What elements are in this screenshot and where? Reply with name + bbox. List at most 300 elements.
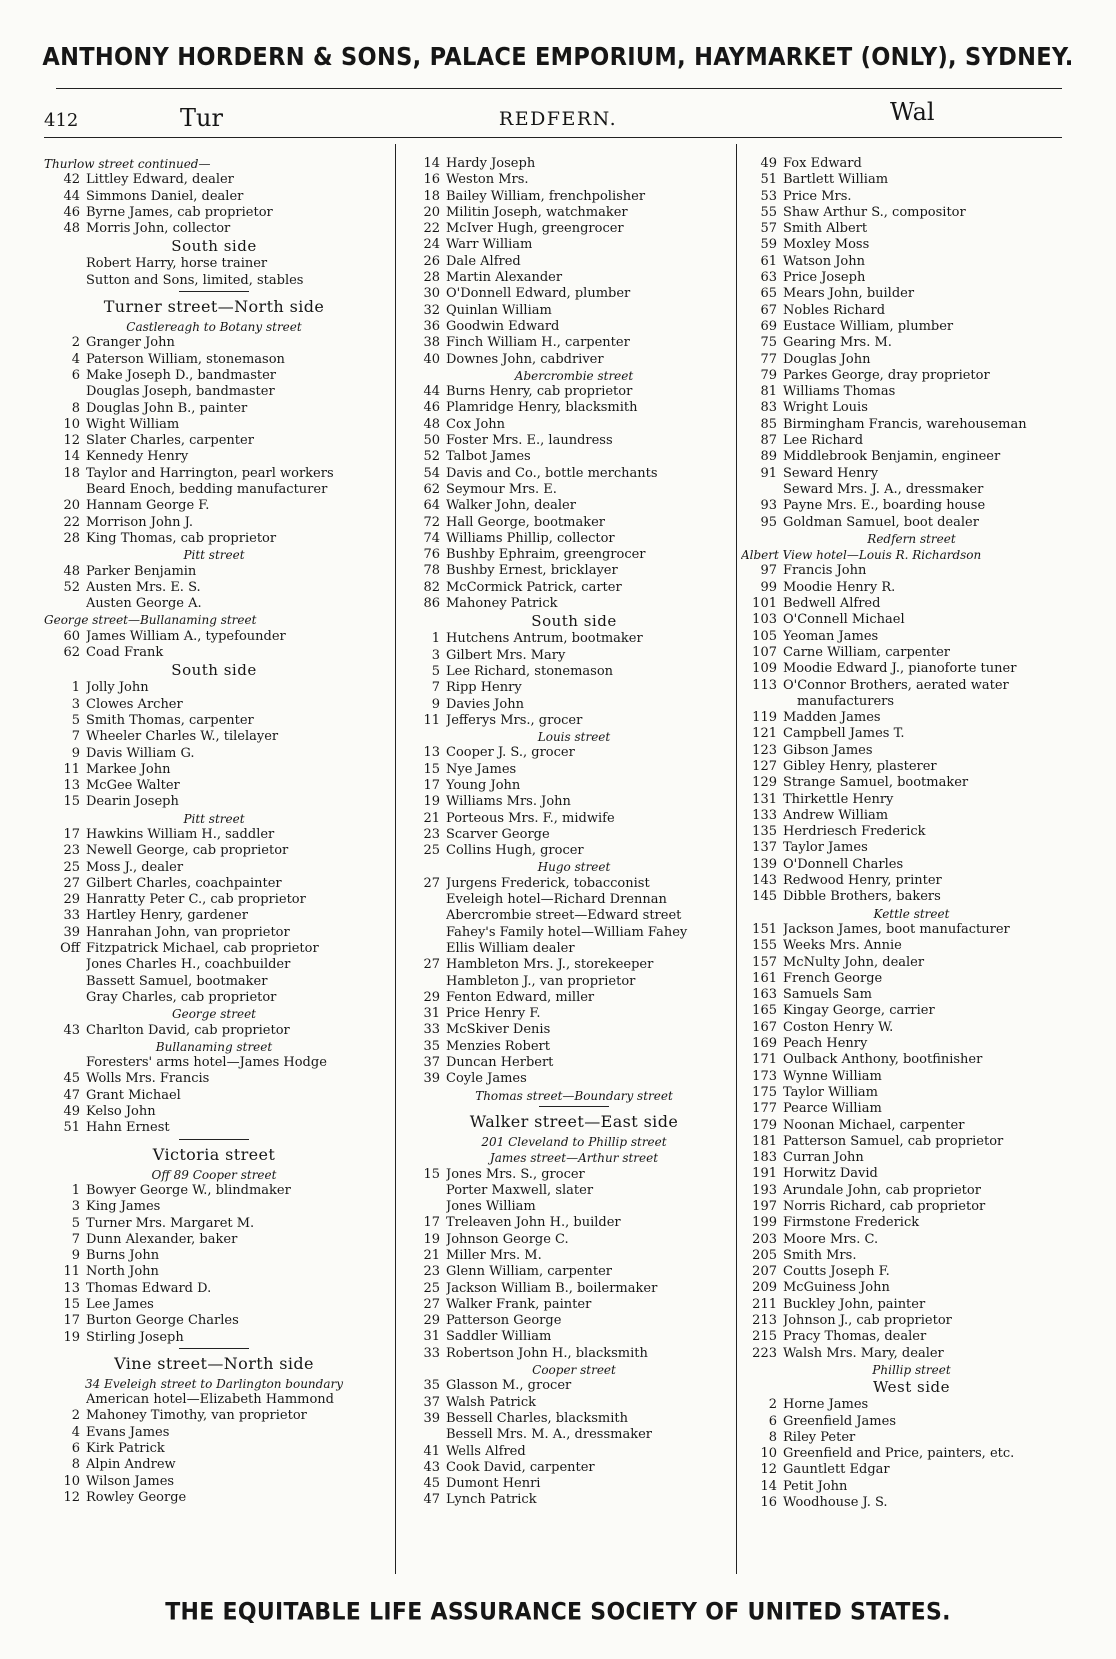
resident-name: Price Mrs. <box>783 188 852 204</box>
house-number: 76 <box>423 547 440 563</box>
cross-street-note: Abercrombie street <box>514 368 634 383</box>
directory-entry <box>741 1346 1082 1362</box>
directory-entry <box>404 1248 744 1264</box>
resident-name: Moxley Moss <box>783 237 870 253</box>
directory-entry <box>404 843 744 859</box>
directory-entry <box>44 680 384 696</box>
directory-entry <box>741 629 1082 645</box>
directory-entry <box>404 319 744 335</box>
house-number <box>404 1427 446 1443</box>
resident-name: Shaw Arthur S., compositor <box>783 204 966 220</box>
house-number: 3 <box>431 647 440 663</box>
house-number: 93 <box>760 498 777 514</box>
resident-name: Young John <box>446 777 521 793</box>
directory-entry <box>741 172 1082 188</box>
resident-name: Bushby Ephraim, greengrocer <box>446 547 646 563</box>
resident-name: Moodie Edward J., pianoforte tuner <box>783 661 1017 677</box>
resident-name: Morris John, collector <box>86 221 231 237</box>
resident-name: Jurgens Frederick, tobacconist <box>446 875 650 891</box>
house-number: 91 <box>760 465 777 481</box>
house-number: 52 <box>423 449 440 465</box>
house-number: 127 <box>752 758 777 774</box>
cross-street-note: Kettle street <box>873 906 950 921</box>
directory-entry <box>404 352 744 368</box>
house-number: 29 <box>423 989 440 1005</box>
directory-entry <box>404 1006 744 1022</box>
resident-name: Nye James <box>446 761 517 777</box>
directory-entry <box>741 221 1082 237</box>
resident-name: Weston Mrs. <box>446 172 529 188</box>
house-number: 17 <box>423 1215 440 1231</box>
house-number: 9 <box>431 696 440 712</box>
directory-entry <box>44 645 384 661</box>
resident-name: Evans James <box>86 1424 170 1440</box>
resident-name: Kingay George, carrier <box>783 1003 935 1019</box>
house-number: 7 <box>71 729 80 745</box>
directory-entry <box>741 678 1082 694</box>
house-number: 5 <box>71 712 80 728</box>
directory-entry <box>404 254 744 270</box>
directory-entry <box>404 680 744 696</box>
directory-entry <box>44 221 384 237</box>
directory-entry <box>741 498 1082 514</box>
resident-name: Make Joseph D., bandmaster <box>86 367 276 383</box>
cross-street-note: George street—Bullanaming street <box>44 613 257 628</box>
house-number: 169 <box>752 1036 777 1052</box>
house-number: 155 <box>752 938 777 954</box>
directory-entry <box>404 892 744 908</box>
house-number: 82 <box>423 579 440 595</box>
resident-name: McGuiness John <box>783 1280 890 1296</box>
house-number: 67 <box>760 302 777 318</box>
house-number: 14 <box>63 449 80 465</box>
house-number: 1 <box>431 631 440 647</box>
house-number: 4 <box>71 1424 80 1440</box>
directory-entry <box>44 1120 384 1136</box>
house-number <box>404 1199 446 1215</box>
directory-entry <box>741 1329 1082 1345</box>
resident-name: Davis William G. <box>86 745 195 761</box>
house-number: Off <box>60 941 80 957</box>
resident-name: Redwood Henry, printer <box>783 873 942 889</box>
directory-entry <box>404 1346 744 1362</box>
resident-name: French George <box>783 970 883 986</box>
directory-entry <box>741 808 1082 824</box>
house-number: 177 <box>752 1101 777 1117</box>
directory-entry <box>741 515 1082 531</box>
directory-entry <box>741 335 1082 351</box>
resident-name: Smith Thomas, carpenter <box>86 712 254 728</box>
directory-entry <box>741 205 1082 221</box>
resident-name: Gilbert Mrs. Mary <box>446 647 566 663</box>
house-number: 43 <box>63 1022 80 1038</box>
cross-street-note: Off 89 Cooper street <box>151 1167 277 1182</box>
resident-name: Greenfield James <box>783 1413 896 1429</box>
directory-entry <box>404 990 744 1006</box>
resident-name: Mahoney Patrick <box>446 596 558 612</box>
house-number: 26 <box>423 253 440 269</box>
house-number: 48 <box>63 563 80 579</box>
resident-name: Jackson William B., boilermaker <box>446 1280 658 1296</box>
resident-name: Wright Louis <box>783 400 868 416</box>
house-number: 17 <box>63 1313 80 1329</box>
directory-entry <box>44 990 384 1006</box>
house-number: 72 <box>423 514 440 530</box>
house-number: 77 <box>760 351 777 367</box>
directory-entry <box>404 433 744 449</box>
resident-name: Mears John, builder <box>783 286 915 302</box>
directory-entry <box>404 697 744 713</box>
resident-name: Hambleton J., van proprietor <box>446 973 636 989</box>
directory-column-3 <box>741 156 1082 1568</box>
house-number: 39 <box>423 1410 440 1426</box>
resident-name: Moss J., dealer <box>86 859 184 875</box>
house-number: 15 <box>423 1166 440 1182</box>
house-number: 99 <box>760 579 777 595</box>
cross-street-note: James street—Arthur street <box>489 1151 659 1166</box>
directory-entry <box>741 987 1082 1003</box>
house-number: 60 <box>63 628 80 644</box>
house-number: 107 <box>752 644 777 660</box>
house-number: 13 <box>423 745 440 761</box>
resident-name: Fahey's Family hotel—William Fahey <box>446 924 688 940</box>
resident-name: Slater Charles, carpenter <box>86 433 254 449</box>
resident-name: Granger John <box>86 335 175 351</box>
resident-name: Samuels Sam <box>783 987 872 1003</box>
directory-entry <box>44 1392 384 1408</box>
house-number: 163 <box>752 987 777 1003</box>
resident-name: Kirk Patrick <box>86 1441 165 1457</box>
directory-entry <box>44 1441 384 1457</box>
directory-entry <box>741 596 1082 612</box>
directory-entry <box>404 1476 744 1492</box>
resident-name: Wells Alfred <box>446 1443 526 1459</box>
resident-name: Porteous Mrs. F., midwife <box>446 810 615 826</box>
resident-name: Parker Benjamin <box>86 563 197 579</box>
directory-entry <box>44 1408 384 1424</box>
resident-name: Norris Richard, cab proprietor <box>783 1199 986 1214</box>
house-number: 18 <box>423 188 440 204</box>
resident-name: Clowes Archer <box>86 696 183 712</box>
resident-name: Rowley George <box>86 1489 187 1505</box>
resident-name: Collins Hugh, grocer <box>446 843 584 859</box>
directory-entry <box>404 794 744 810</box>
directory-entry <box>44 1281 384 1297</box>
resident-name: Oulback Anthony, bootfinisher <box>783 1052 983 1068</box>
resident-name: Foster Mrs. E., laundress <box>446 433 613 449</box>
house-number: 14 <box>760 1478 777 1494</box>
house-number: 85 <box>760 416 777 432</box>
house-number: 20 <box>63 498 80 514</box>
directory-entry <box>404 745 744 761</box>
resident-name: Byrne James, cab proprietor <box>86 204 273 220</box>
resident-name: Newell George, cab proprietor <box>86 843 289 859</box>
house-number: 17 <box>423 777 440 793</box>
directory-entry <box>404 1411 744 1427</box>
resident-name: Coad Frank <box>86 645 164 661</box>
house-number: 105 <box>752 628 777 644</box>
house-number: 2 <box>71 1408 80 1424</box>
directory-entry <box>404 1444 744 1460</box>
cross-street-note: Albert View hotel—Louis R. Richardson <box>741 548 982 563</box>
resident-name: Eveleigh hotel—Richard Drennan <box>446 892 667 908</box>
resident-name: Jones William <box>446 1199 536 1215</box>
house-number: 109 <box>752 661 777 677</box>
side-heading: South side <box>171 661 257 680</box>
house-number <box>741 694 783 710</box>
directory-entry <box>44 843 384 859</box>
resident-name: Treleaven John H., builder <box>446 1215 621 1231</box>
resident-name: Warr William <box>446 237 533 253</box>
house-number: 14 <box>423 156 440 171</box>
cross-street-note: 201 Cleveland to Phillip street <box>481 1134 667 1149</box>
house-number: 171 <box>752 1052 777 1068</box>
directory-entry <box>741 449 1082 465</box>
directory-entry <box>404 1232 744 1248</box>
resident-name: Hahn Ernest <box>86 1120 170 1136</box>
house-number: 5 <box>71 1215 80 1231</box>
house-number: 31 <box>423 1006 440 1022</box>
house-number: 103 <box>752 612 777 628</box>
directory-entry <box>44 1330 384 1346</box>
resident-name: King Thomas, cab proprietor <box>86 530 277 546</box>
resident-name: Alpin Andrew <box>86 1457 176 1473</box>
side-heading: West side <box>872 1378 951 1397</box>
resident-name: Hardy Joseph <box>446 156 536 171</box>
house-number: 11 <box>423 712 440 728</box>
resident-name: James William A., typefounder <box>86 628 286 644</box>
house-number: 1 <box>71 680 80 696</box>
directory-entry <box>741 1495 1082 1511</box>
house-number: 123 <box>752 742 777 758</box>
cross-street-note: George street <box>172 1007 256 1022</box>
house-number: 145 <box>752 889 777 905</box>
directory-entry <box>404 498 744 514</box>
column-divider <box>395 144 396 1574</box>
directory-entry <box>741 1264 1082 1280</box>
cross-street-note: Castlereagh to Botany street <box>126 320 302 335</box>
directory-entry <box>44 1425 384 1441</box>
cross-street-note: 34 Eveleigh street to Darlington boundary <box>84 1376 344 1391</box>
directory-entry <box>741 1397 1082 1413</box>
house-number: 25 <box>423 843 440 859</box>
directory-entry <box>741 792 1082 808</box>
resident-name: Lynch Patrick <box>446 1492 537 1508</box>
resident-name: Walker John, dealer <box>446 498 576 514</box>
directory-entry <box>741 1150 1082 1166</box>
house-number: 207 <box>752 1264 777 1280</box>
top-advertisement-banner: ANTHONY HORDERN & SONS, PALACE EMPORIUM, HAYMARKET (ONLY), SYDNEY. <box>42 42 1074 72</box>
house-number: 15 <box>63 1297 80 1312</box>
house-number: 12 <box>760 1462 777 1478</box>
resident-name: McGee Walter <box>86 778 180 794</box>
resident-name: Jackson James, boot manufacturer <box>783 921 1010 937</box>
house-number: 9 <box>71 1248 80 1264</box>
directory-entry <box>741 743 1082 759</box>
directory-entry <box>404 1297 744 1313</box>
directory-entry <box>44 925 384 941</box>
directory-entry <box>44 498 384 514</box>
resident-name: Fenton Edward, miller <box>446 989 595 1005</box>
house-number: 29 <box>63 892 80 908</box>
directory-entry <box>741 482 1082 498</box>
house-number: 183 <box>752 1150 777 1166</box>
directory-entry <box>404 205 744 221</box>
resident-name: Wight William <box>86 416 180 432</box>
directory-entry <box>404 1039 744 1055</box>
directory-entry <box>741 726 1082 742</box>
house-number: 29 <box>423 1313 440 1329</box>
directory-entry <box>404 417 744 433</box>
resident-name: Campbell James T. <box>783 726 905 742</box>
resident-name: Williams Mrs. John <box>446 794 571 810</box>
resident-name: Davies John <box>446 696 524 712</box>
directory-entry <box>44 531 384 547</box>
directory-entry <box>404 1492 744 1508</box>
house-number: 49 <box>760 156 777 171</box>
directory-entry <box>44 1297 384 1313</box>
resident-name: Watson John <box>783 253 865 269</box>
resident-name: Douglas Joseph, bandmaster <box>86 384 275 400</box>
house-number: 215 <box>752 1329 777 1345</box>
resident-name: Francis John <box>783 563 867 579</box>
house-number <box>44 273 86 289</box>
house-number: 23 <box>423 1264 440 1280</box>
resident-name: Fox Edward <box>783 156 862 171</box>
directory-entry <box>404 449 744 465</box>
house-number: 7 <box>431 680 440 696</box>
house-number: 52 <box>63 579 80 595</box>
house-number: 59 <box>760 237 777 253</box>
house-number: 46 <box>423 400 440 416</box>
house-number: 43 <box>423 1459 440 1475</box>
directory-entry <box>44 449 384 465</box>
cross-street-note: Louis street <box>537 730 611 745</box>
directory-entry <box>741 254 1082 270</box>
house-number: 19 <box>423 1231 440 1247</box>
directory-entry <box>404 286 744 302</box>
directory-entry <box>44 564 384 580</box>
directory-entry <box>44 172 384 188</box>
resident-name: Littley Edward, dealer <box>86 172 234 188</box>
directory-entry <box>404 957 744 973</box>
directory-entry <box>404 531 744 547</box>
cross-street-note: Bullanaming street <box>155 1039 273 1054</box>
house-number <box>44 957 86 973</box>
house-number: 211 <box>752 1296 777 1312</box>
house-number: 113 <box>752 677 777 693</box>
directory-entry <box>404 811 744 827</box>
directory-entry <box>741 286 1082 302</box>
resident-name: Gearing Mrs. M. <box>783 335 892 351</box>
directory-entry <box>741 384 1082 400</box>
directory-entry <box>44 1216 384 1232</box>
directory-entry <box>44 1248 384 1264</box>
resident-name: Finch William H., carpenter <box>446 335 630 351</box>
resident-name: Walsh Mrs. Mary, dealer <box>783 1345 944 1361</box>
house-number: 39 <box>63 924 80 940</box>
resident-name: Seward Mrs. J. A., dressmaker <box>783 481 984 497</box>
resident-name: O'Connor Brothers, aerated water <box>783 677 1009 693</box>
directory-entry <box>404 563 744 579</box>
directory-entry <box>44 189 384 205</box>
house-number: 181 <box>752 1133 777 1149</box>
resident-name: Menzies Robert <box>446 1038 550 1054</box>
resident-name: Eustace William, plumber <box>783 318 954 334</box>
house-number: 10 <box>760 1446 777 1462</box>
resident-name: Bessell Mrs. M. A., dressmaker <box>446 1427 652 1443</box>
directory-entry <box>44 1313 384 1329</box>
cross-street-note: Pitt street <box>183 548 245 563</box>
house-number <box>44 974 86 990</box>
house-number: 35 <box>423 1378 440 1394</box>
resident-name: Austen George A. <box>86 596 202 612</box>
house-number: 12 <box>63 1489 80 1505</box>
house-number: 25 <box>63 859 80 875</box>
directory-entry <box>404 1460 744 1476</box>
directory-entry <box>404 925 744 941</box>
house-number: 45 <box>423 1476 440 1492</box>
house-number: 167 <box>752 1019 777 1035</box>
house-number: 135 <box>752 824 777 840</box>
resident-name: Williams Thomas <box>783 384 896 400</box>
directory-entry <box>404 1313 744 1329</box>
house-number: 20 <box>423 204 440 220</box>
resident-name: Kennedy Henry <box>86 449 189 465</box>
resident-name: Gibson James <box>783 742 873 758</box>
directory-entry <box>741 971 1082 987</box>
directory-entry <box>741 1232 1082 1248</box>
directory-entry <box>404 1167 744 1183</box>
house-number: 9 <box>71 745 80 761</box>
resident-name: King James <box>86 1199 161 1215</box>
resident-name: Paterson William, stonemason <box>86 351 285 367</box>
directory-entry <box>741 1183 1082 1199</box>
cross-street-note: Redfern street <box>867 531 956 546</box>
house-number <box>404 974 446 990</box>
resident-name: Downes John, cabdriver <box>446 351 604 367</box>
house-number: 33 <box>423 1345 440 1361</box>
resident-name: Abercrombie street—Edward street <box>446 908 682 924</box>
house-number: 28 <box>63 530 80 546</box>
directory-entry <box>404 908 744 924</box>
resident-name: Patterson Samuel, cab proprietor <box>783 1133 1004 1149</box>
street-heading: Vine street—North side <box>44 1346 384 1376</box>
house-number: 51 <box>760 172 777 188</box>
house-number <box>404 908 446 924</box>
directory-entry <box>741 352 1082 368</box>
directory-entry <box>741 156 1082 172</box>
resident-name: Gray Charles, cab proprietor <box>86 989 277 1005</box>
house-number <box>44 256 86 272</box>
house-number: 49 <box>63 1104 80 1120</box>
resident-name: Dale Alfred <box>446 253 521 269</box>
cross-street-note: Thomas street—Boundary street <box>475 1088 673 1103</box>
house-number: 10 <box>63 416 80 432</box>
house-number: 51 <box>63 1120 80 1136</box>
house-number: 33 <box>63 908 80 924</box>
directory-entry <box>404 400 744 416</box>
directory-entry <box>741 563 1082 579</box>
directory-entry <box>741 1036 1082 1052</box>
directory-entry <box>44 876 384 892</box>
house-number: 12 <box>63 433 80 449</box>
house-number: 13 <box>63 1280 80 1296</box>
directory-entry <box>44 205 384 221</box>
house-number: 41 <box>423 1443 440 1459</box>
directory-entry <box>404 827 744 843</box>
directory-entry <box>44 352 384 368</box>
